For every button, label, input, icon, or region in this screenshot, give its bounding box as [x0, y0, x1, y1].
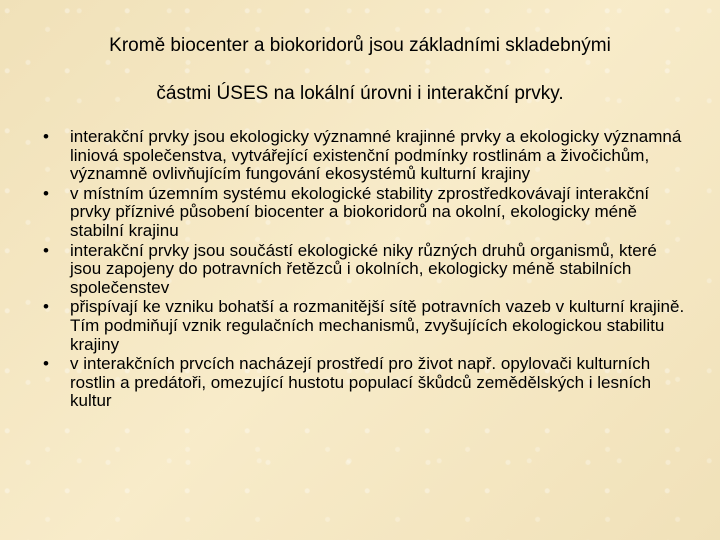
bullet-text: v místním územním systému ekologické stability zprostředkovávají interakční prvky příznivé působení biocenter a biokoridorů na okolní, ekologicky méně stabilní krajinu	[70, 183, 650, 240]
bullet-text: interakční prvky jsou součástí ekologické niky různých druhů organismů, které jsou zapojeny do potravních řetězců i okolních, ekologicky méně stabilních společenstev	[70, 240, 657, 297]
bullet-item	[40, 128, 690, 184]
bullet-item	[40, 298, 690, 354]
bullet-icon: •	[43, 297, 49, 317]
bullet-item	[40, 355, 690, 411]
slide-title	[30, 22, 690, 118]
bullet-icon: •	[43, 127, 49, 146]
bullet-list	[40, 128, 690, 412]
bullet-text: v interakčních prvcích nacházejí prostředí pro život např. opylovači kulturních rostlin a predátoři, omezující hustotu populací škůdců zemědělských i lesních kultur	[70, 354, 652, 411]
bullet-item	[40, 242, 690, 298]
bullet-icon: •	[43, 240, 49, 260]
bullet-icon: •	[43, 354, 49, 374]
slide-title-line-2: částmi ÚSES na lokální úrovni i interakční prvky.	[156, 83, 564, 104]
slide-title-line-1: Kromě biocenter a biokoridorů jsou základními skladebnými	[109, 35, 611, 56]
bullet-icon: •	[43, 183, 49, 203]
bullet-item	[40, 185, 690, 241]
bullet-text: přispívají ke vzniku bohatší a rozmanitější sítě potravních vazeb v kulturní krajině. Tím podmiňují vznik regulačních mechanismů, zvyšujících ekologickou stabilitu krajiny	[70, 297, 685, 354]
bullet-text: interakční prvky jsou ekologicky významné krajinné prvky a ekologicky významná liniová společenstva, vytvářející existenční podmínky rostlinám a živočichům, významně ovlivňujícím fungování ekosystémů kulturní krajiny	[70, 127, 682, 184]
